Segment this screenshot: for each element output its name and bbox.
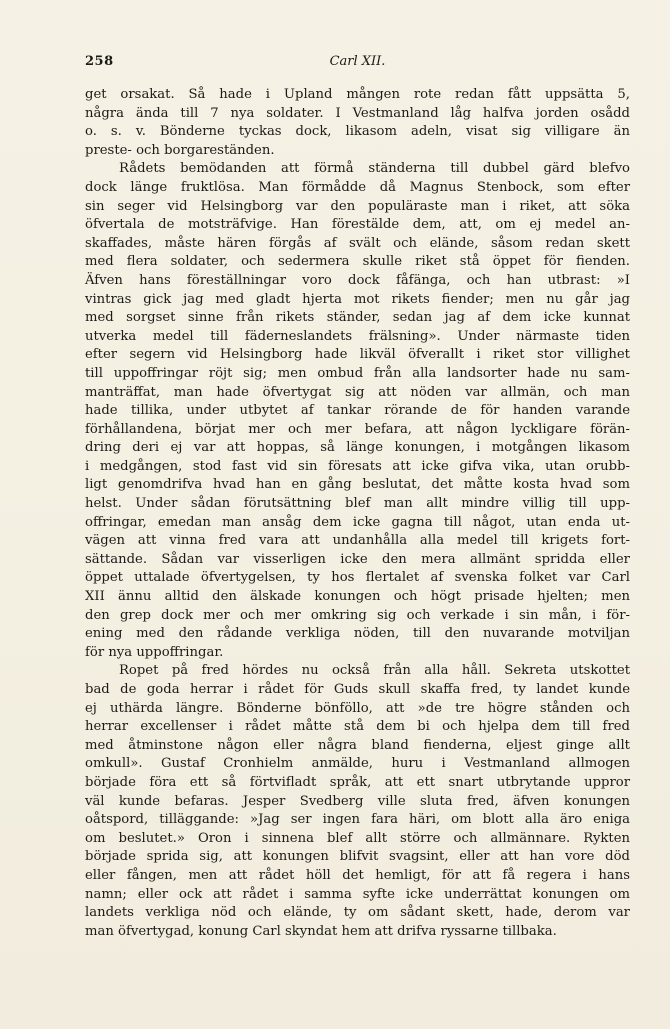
text-line: med åtminstone någon eller några bland fienderna, eljest ginge allt [85,737,630,753]
text-line: till uppoffringar röjt sig; men ombud från alla landsorter hade nu sam- [85,365,630,381]
text-line: omkull». Gustaf Cronhielm anmälde, huru i Vestmanland allmogen [85,756,630,772]
text-line: öfvertala de motsträfvige. Han förestälde dem, att, om ej medel an- [85,217,630,233]
text-line: dring deri ej var att hoppas, så länge konungen, i motgången likasom [85,440,630,456]
text-line: namn; eller ock att rådet i samma syfte icke underrättat konungen om [85,886,630,902]
text-line: började föra ett så förtvifladt språk, att ett snart utbrytande uppror [85,774,630,790]
text-line: väl kunde befaras. Jesper Svedberg ville sluta fred, äfven konungen [85,793,630,809]
text-line: utverka medel till fäderneslandets frälsning». Under närmaste tiden [85,328,630,344]
text-line: några ända till 7 nya soldater. I Vestmanland låg halfva jorden osådd [85,105,630,121]
text-line: med sorgset sinne från rikets ständer, sedan jag af dem icke kunnat [85,310,630,326]
text-line: man öfvertygad, konung Carl skyndat hem att drifva ryssarne tillbaka. [85,923,557,939]
running-title: Carl XII. [329,54,386,69]
text-line: manträffat, man hade öfvertygat sig att nöden var allmän, och man [85,384,630,400]
text-line: hade tillika, under utbytet af tankar rörande de för handen varande [85,403,630,419]
text-line: oåtspord, tilläggande: »Jag ser ingen fara häri, om blott alla äro eniga [85,812,630,828]
text-line: öppet uttalade öfvertygelsen, ty hos flertalet af svenska folket var Carl [85,570,630,586]
text-line: XII ännu alltid den älskade konungen och högt prisade hjelten; men [85,589,630,605]
text-line: sättande. Sådan var visserligen icke den mera allmänt spridda eller [85,551,630,567]
text-line: get orsakat. Så hade i Upland mången rote redan fått uppsätta 5, [85,87,630,102]
text-line: offringar, emedan man ansåg dem icke gagna till något, utan enda ut- [85,514,630,530]
text-line: Äfven hans föreställningar voro dock fåfänga, och han utbrast: »I [85,272,630,288]
text-line: sin seger vid Helsingborg var den populäraste man i riket, att söka [85,198,630,214]
text-line: började sprida sig, att konungen blifvit svagsint, eller att han vore död [85,849,630,865]
text-line: herrar excellenser i rådet måtte stå dem bi och hjelpa dem till fred [85,719,630,735]
text-line: helst. Under sådan förutsättning blef man allt mindre villig till upp- [85,496,630,512]
text-line: preste- och borgareständen. [85,142,275,158]
text-line: bad de goda herrar i rådet för Guds skull skaffa fred, ty landet kunde [85,682,630,697]
body-text [85,86,630,941]
text-line: vägen att vinna fred vara att undanhålla alla medel till krigets fort- [85,533,630,549]
text-line: med flera soldater, och sedermera skulle riket stå öppet för fienden. [85,254,630,270]
page-number: 258 [85,54,114,69]
text-line: efter segern vid Helsingborg hade likväl öfverallt i riket stor villighet [85,347,630,363]
text-line: för nya uppoffringar. [85,644,224,660]
text-line: i medgången, stod fast vid sin föresats att icke gifva vika, utan orubb- [85,458,630,474]
text-line: skaffades, måste hären förgås af svält och elände, såsom redan skett [85,235,630,251]
text-line: den grep dock mer och mer omkring sig och verkade i sin mån, i för- [85,607,630,623]
text-line: eller fången, men att rådet höll det hemligt, för att få regera i hans [85,867,630,883]
text-line: landets verkliga nöd och elände, ty om sådant skett, hade, derom var [85,905,630,921]
page-header [85,54,630,76]
text-line: ej uthärda längre. Bönderne bönföllo, att »de tre högre stånden och [85,700,630,716]
text-line: ligt genomdrifva hvad han en gång beslutat, det måtte kosta hvad som [85,477,630,493]
text-line: vintras gick jag med gladt hjerta mot rikets fiender; men nu går jag [85,291,630,307]
text-line: ening med den rådande verkliga nöden, till den nuvarande motviljan [85,626,630,642]
text-line: Rådets bemödanden att förmå ständerna till dubbel gärd blefvo [119,161,630,177]
text-line: o. s. v. Bönderne tyckas dock, likasom adeln, visat sig villigare än [85,124,630,140]
text-line: om beslutet.» Oron i sinnena blef allt större och allmännare. Rykten [85,830,630,846]
text-line: dock länge fruktlösa. Man förmådde då Magnus Stenbock, som efter [85,179,630,195]
text-line: förhållandena, börjat mer och mer befara, att någon lyckligare förän- [85,421,630,437]
text-line: Ropet på fred hördes nu också från alla håll. Sekreta utskottet [119,663,630,679]
